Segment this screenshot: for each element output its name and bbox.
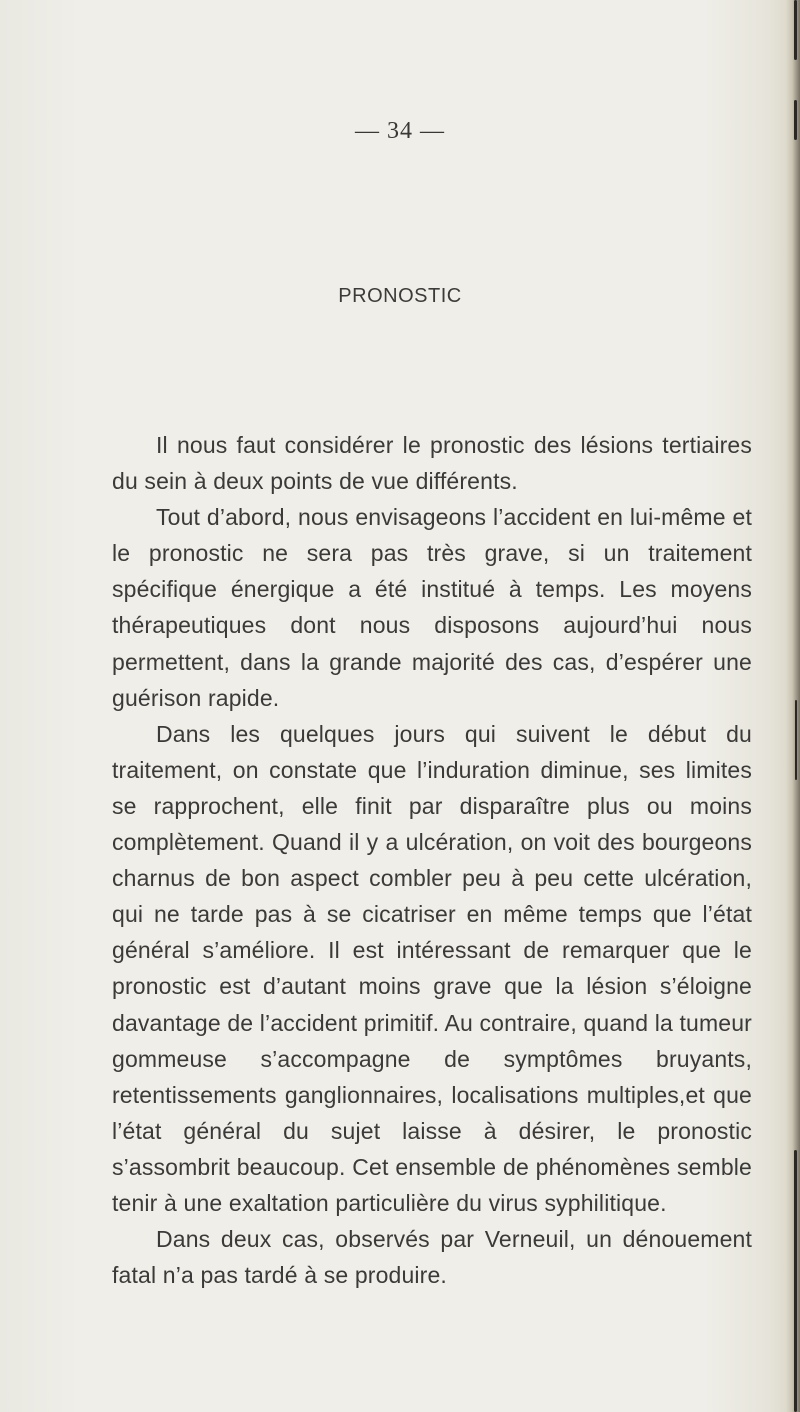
page-edge-mark xyxy=(794,100,797,140)
paragraph: Il nous faut considérer le pronostic des lésions tertiaires du sein à deux points de vue différents. xyxy=(112,432,752,495)
section-title: PRONOSTIC xyxy=(338,285,462,307)
page-edge-mark xyxy=(795,700,797,780)
paragraph: Tout d’abord, nous envisageons l’accident en lui-même et le pronostic ne sera pas très grave, si un traitement spécifique énergique a été institué à temps. Les moyens thérapeutiques dont nous disposons aujourd’hui nous permettent, dans la grande majorité des cas, d’espérer une guérison rapide. xyxy=(112,504,752,711)
page-edge-shadow xyxy=(786,0,800,1412)
paragraph: Dans les quelques jours qui suivent le début du traitement, on constate que l’induration diminue, ses limites se rapprochent, elle finit par disparaître plus ou moins complètement. Quand il y a ulcération, on voit des bourgeons charnus de bon aspect combler peu à peu cette ulcération, qui ne tarde pas à se cicatriser en même temps que l’état général s’améliore. Il est intéressant de remarquer que le pronostic est d’autant moins grave que la lésion s’éloigne davantage de l’accident primitif. Au contraire, quand la tumeur gommeuse s’accompagne de symptômes bruyants, retentissements ganglionnaires, localisations multiples,et que l’état général du sujet laisse à désirer, le pronostic s’assombrit beaucoup. Cet ensemble de phénomènes semble tenir à une exaltation particulière du virus syphilitique. xyxy=(112,720,752,1216)
page-edge-mark xyxy=(794,0,797,60)
paragraph: Dans deux cas, observés par Verneuil, un dénouement fatal n’a pas tardé à se produire. xyxy=(112,1226,752,1289)
page-number: — 34 — xyxy=(355,118,445,144)
page-edge-mark xyxy=(794,1150,797,1412)
body-text xyxy=(112,427,752,1293)
